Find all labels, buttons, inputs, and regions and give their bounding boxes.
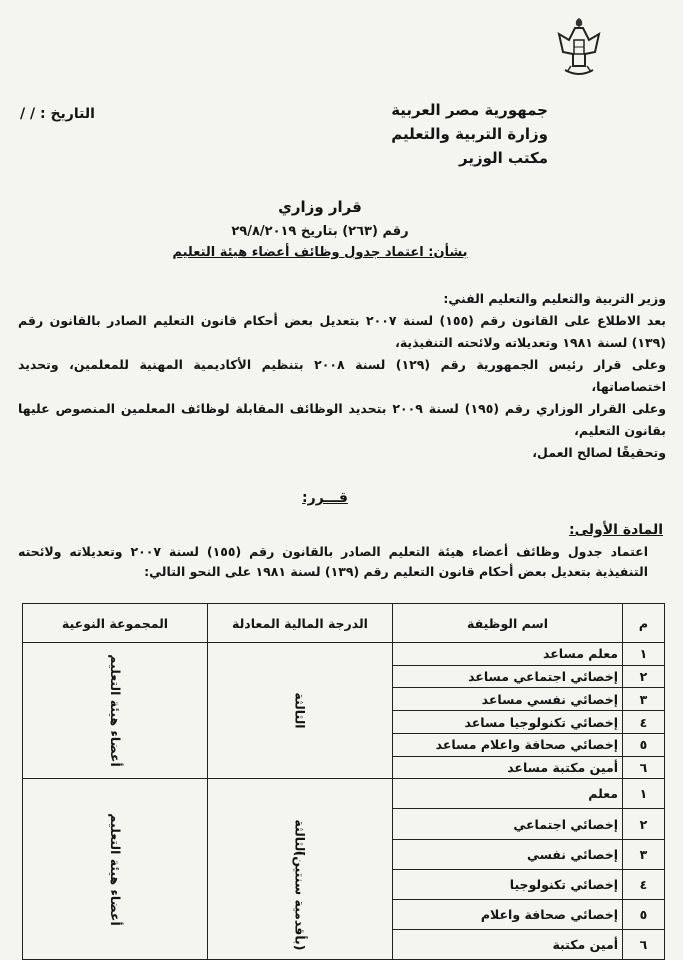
row-num: ٤ — [623, 869, 665, 899]
header-group: المجموعة النوعية — [23, 604, 208, 643]
row-num: ٣ — [623, 688, 665, 711]
office-name: مكتب الوزير — [458, 149, 548, 167]
row-job: إخصائي تكنولوجيا — [393, 869, 623, 899]
row-num: ١ — [623, 643, 665, 666]
row-job: إخصائي اجتماعي — [393, 809, 623, 839]
decree-title-block — [150, 198, 490, 260]
preamble-line: وتحقيقًا لصالح العمل، — [532, 445, 666, 460]
grade-seniority-note: (بأقدمية سنتين) — [292, 850, 308, 951]
row-job: أمين مكتبة مساعد — [393, 756, 623, 779]
eagle-emblem-icon — [555, 14, 603, 84]
header-job: اسم الوظيفة — [393, 604, 623, 643]
row-job: إخصائي اجتماعي مساعد — [393, 665, 623, 688]
row-num: ٦ — [623, 929, 665, 959]
grade-label: الثالثة — [292, 692, 308, 729]
row-job: إخصائي صحافة واعلام — [393, 899, 623, 929]
article-text: اعتماد جدول وظائف أعضاء هيئة التعليم الصادر بالقانون رقم (١٥٥) لسنة ٢٠٠٧ وتعديلاته ولائحته التنفيذية بتعديل بعض أحكام قانون التعليم رقم (١٣٩) لسنة ١٩٨١ على النحو التالي: — [18, 544, 648, 579]
group-label: أعضاء هيئة التعليم — [107, 812, 123, 926]
preamble-line: وعلى قرار رئيس الجمهورية رقم (١٢٩) لسنة ٢٠٠٨ بتنظيم الأكاديمية المهنية للمعلمين، وتحديد اختصاصاتها، — [18, 357, 666, 394]
row-num: ٥ — [623, 899, 665, 929]
grade-cell — [208, 779, 393, 960]
group-cell — [23, 643, 208, 779]
article-heading: المادة الأولى: — [569, 522, 663, 538]
preamble-line: بعد الاطلاع على القانون رقم (١٥٥) لسنة ٢٠٠٧ بتعديل بعض أحكام قانون التعليم الصادر بالقانون رقم (١٣٩) لسنة ١٩٨١ وتعديلاته ولائحته التنفيذية، — [18, 313, 666, 350]
republic-name: جمهورية مصر العربية — [391, 101, 548, 119]
decree-number: رقم (٢٦٣) بتاريخ ٢٩/٨/٢٠١٩ — [231, 224, 409, 239]
decided-heading: قـــرر: — [302, 490, 348, 506]
row-num: ٤ — [623, 711, 665, 734]
preamble-line: وعلى القرار الوزاري رقم (١٩٥) لسنة ٢٠٠٩ بتحديد الوظائف المقابلة لوظائف المعلمين المنصوص عليها بقانون التعليم، — [18, 401, 666, 438]
row-num: ١ — [623, 779, 665, 809]
preamble — [18, 288, 666, 464]
row-num: ٣ — [623, 839, 665, 869]
grade-cell — [208, 643, 393, 779]
group-label: أعضاء هيئة التعليم — [107, 654, 123, 767]
row-job: إخصائي تكنولوجيا مساعد — [393, 711, 623, 734]
row-num: ٢ — [623, 809, 665, 839]
row-num: ٢ — [623, 665, 665, 688]
table-header-row — [23, 604, 665, 643]
ministry-name: وزارة التربية والتعليم — [391, 125, 548, 143]
table-row — [23, 779, 665, 809]
row-num: ٥ — [623, 733, 665, 756]
preamble-line: وزير التربية والتعليم والتعليم الفني: — [443, 291, 666, 306]
row-job: معلم مساعد — [393, 643, 623, 666]
header-grade: الدرجة المالية المعادلة — [208, 604, 393, 643]
row-job: أمين مكتبة — [393, 929, 623, 959]
row-job: إخصائي نفسي — [393, 839, 623, 869]
row-job: إخصائي صحافة واعلام مساعد — [393, 733, 623, 756]
ministry-header — [368, 98, 548, 170]
decree-subject: بشأن: اعتماد جدول وظائف أعضاء هيئة التعليم — [172, 245, 468, 260]
decree-title: قرار وزاري — [278, 198, 362, 216]
row-job: معلم — [393, 779, 623, 809]
jobs-table — [22, 603, 665, 960]
header-num: م — [623, 604, 665, 643]
table-row — [23, 643, 665, 666]
group-cell — [23, 779, 208, 960]
article-body — [18, 542, 648, 582]
row-job: إخصائي نفسي مساعد — [393, 688, 623, 711]
row-num: ٦ — [623, 756, 665, 779]
date-field: التاريخ : / / — [20, 106, 95, 122]
grade-label: الثالثة — [292, 819, 308, 856]
grade-label-group — [250, 806, 350, 951]
